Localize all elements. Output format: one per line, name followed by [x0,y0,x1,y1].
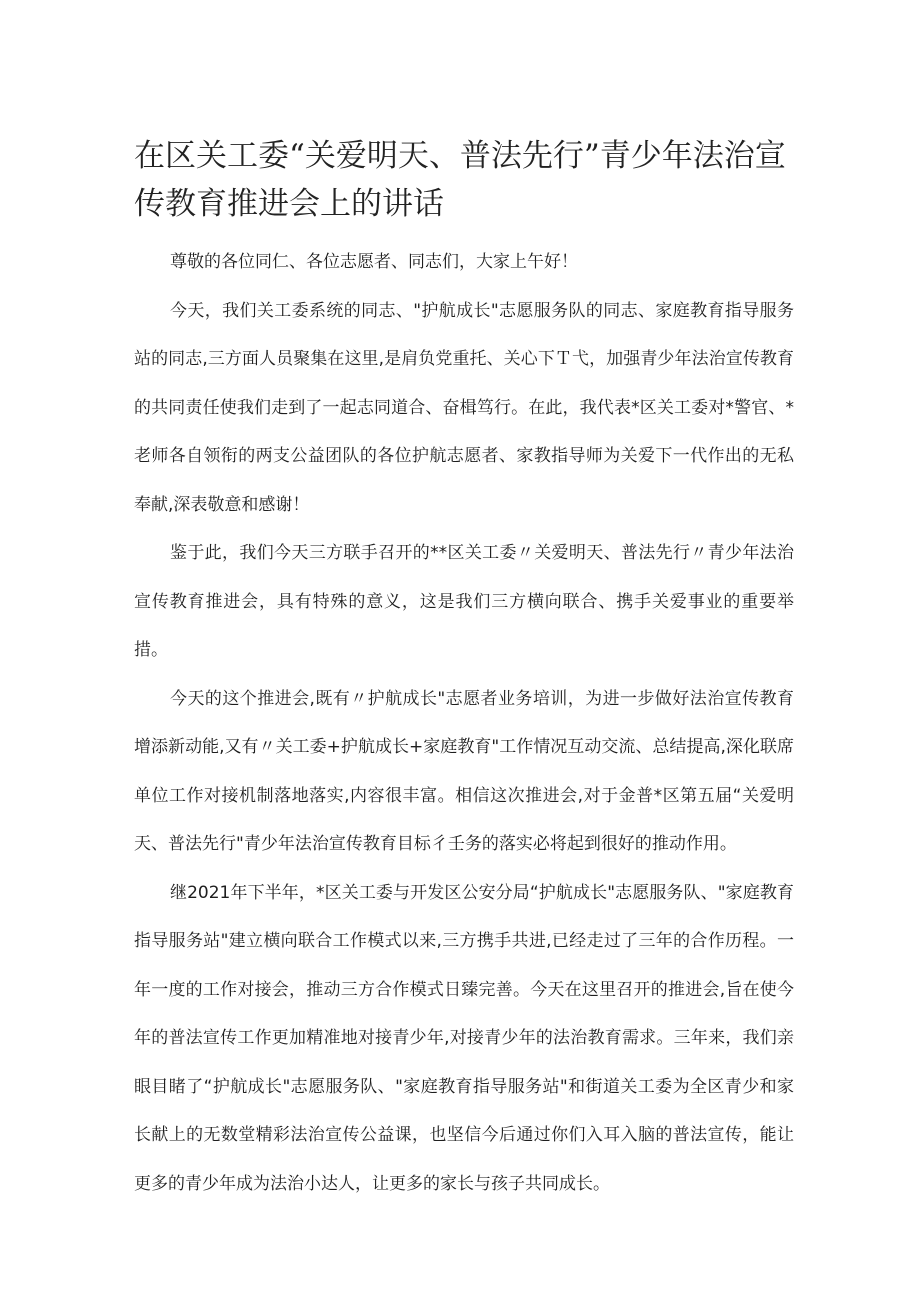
paragraph-meeting-content: 今天的这个推进会,既有〃护航成长"志愿者业务培训，为进一步做好法治宣传教育增添新动能,又有〃关工委+护航成长+家庭教育"工作情况互动交流、总结提高,深化联席单位工作对接机制落地落实,内容很丰富。相信这次推进会,对于金普*区第五届“关爱明天、普法先行"青少年法治宣传教育目标彳壬务的落实必将起到很好的推动作用。 [134,688,794,854]
paragraph-introduction: 今天，我们关工委系统的同志、"护航成长"志愿服务队的同志、家庭教育指导服务站的同志,三方面人员聚集在这里,是肩负党重托、关心下Ｔ弋，加强青少年法治宣传教育的共同责任使我们走到了一起志同道合、奋楫笃行。在此，我代表*区关工委对*警官、*老师各自领衔的两支公益团队的各位护航志愿者、家教指导师为关爱下一代作出的无私奉献,深表敬意和感谢！ [134,300,794,515]
paragraph-cooperation-history: 继2021年下半年，*区关工委与开发区公安分局“护航成长"志愿服务队、"家庭教育指导服务站"建立横向联合工作模式以来,三方携手共进,已经走过了三年的合作历程。一年一度的工作对接会，推动三方合作模式日臻完善。今天在这里召开的推进会,旨在使今年的普法宣传工作更加精准地对接青少年,对接青少年的法治教育需求。三年来，我们亲眼目睹了“护航成长"志愿服务队、"家庭教育指导服务站"和街道关工委为全区青少和家长献上的无数堂精彩法治宣传公益课，也坚信今后通过你们入耳入脑的普法宣传，能让更多的青少年成为法治小达人，让更多的家长与孩子共同成长。 [134,882,794,1194]
paragraph-significance: 鉴于此，我们今天三方联手召开的**区关工委〃关爱明天、普法先行〃青少年法治宣传教育推进会，具有特殊的意义，这是我们三方横向联合、携手关爱事业的重要举措。 [134,543,794,660]
document-title: 在区关工委“关爱明天、普法先行”青少年法治宣传教育推进会上的讲话 [134,138,786,222]
document-body [134,238,794,1208]
paragraph-greeting: 尊敬的各位同仁、各位志愿者、同志们，大家上午好！ [170,252,578,272]
